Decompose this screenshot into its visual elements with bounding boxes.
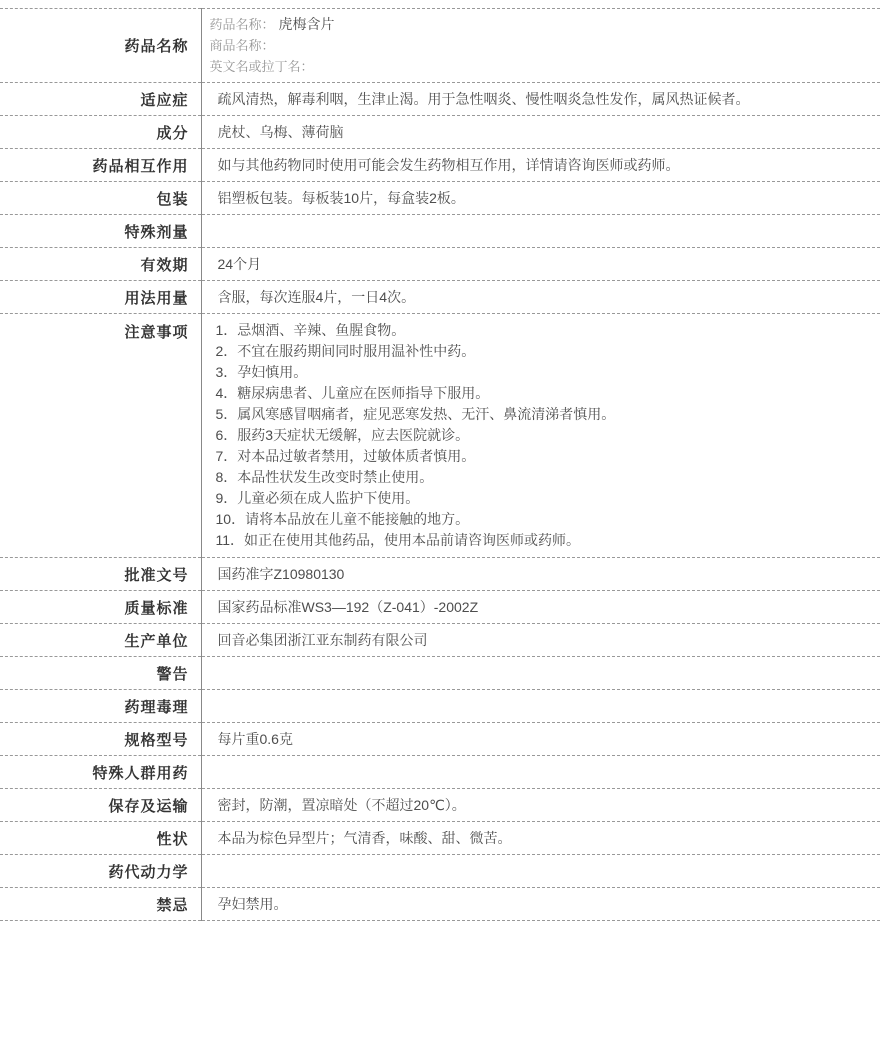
english-name-line [210,56,871,77]
row-label: 包装 [0,182,201,215]
table-row-special-populations [0,756,880,789]
table-row-appearance [0,822,880,855]
table-row-quality-standard [0,591,880,624]
row-content: 本品为棕色异型片；气清香，味酸、甜、微苦。 [201,822,880,855]
row-content: 铝塑板包装。每板装10片，每盒装2板。 [201,182,880,215]
table-row-shelf-life [0,248,880,281]
table-row-packaging [0,182,880,215]
table-row-ingredients [0,116,880,149]
row-label: 警告 [0,657,201,690]
row-content: 疏风清热，解毒利咽，生津止渴。用于急性咽炎、慢性咽炎急性发作，属风热证候者。 [201,83,880,116]
precaution-item: 10．请将本品放在儿童不能接触的地方。 [215,511,470,527]
field-value: 虎梅含片 [278,16,335,32]
row-content [201,690,880,723]
row-label: 保存及运输 [0,789,201,822]
precaution-item: 5．属风寒感冒咽痛者，症见恶寒发热、无汗、鼻流清涕者慎用。 [215,406,616,422]
row-label: 药品名称 [0,9,201,83]
precaution-item: 3．孕妇慎用。 [215,364,308,380]
field-label: 商品名称： [209,38,275,53]
row-label: 批准文号 [0,558,201,591]
table-row-dosage [0,281,880,314]
row-content: 24个月 [201,248,880,281]
precaution-item: 11．如正在使用其他药品，使用本品前请咨询医师或药师。 [215,532,581,548]
row-label: 规格型号 [0,723,201,756]
row-content: 密封，防潮，置凉暗处（不超过20℃）。 [201,789,880,822]
row-label: 特殊剂量 [0,215,201,248]
row-label: 成分 [0,116,201,149]
row-content: 回音必集团浙江亚东制药有限公司 [201,624,880,657]
table-row-precautions [0,314,880,558]
table-row-pharmacokinetics [0,855,880,888]
precaution-item: 9．儿童必须在成人监护下使用。 [215,490,420,506]
table-row-storage [0,789,880,822]
row-label: 注意事项 [0,314,201,558]
precaution-item: 6．服药3天症状无缓解，应去医院就诊。 [215,427,470,443]
row-label: 药理毒理 [0,690,201,723]
precaution-item: 7．对本品过敏者禁用，过敏体质者慎用。 [215,448,476,464]
table-row-pharmacology [0,690,880,723]
table-row-special-dosage [0,215,880,248]
row-content [201,855,880,888]
row-label: 有效期 [0,248,201,281]
row-label: 用法用量 [0,281,201,314]
table-row-drug-name [0,9,880,83]
precaution-item: 8．本品性状发生改变时禁止使用。 [215,469,434,485]
row-content: 如与其他药物同时使用可能会发生药物相互作用，详情请咨询医师或药师。 [201,149,880,182]
row-label: 生产单位 [0,624,201,657]
drug-name-line [210,14,871,35]
row-label: 性状 [0,822,201,855]
row-content: 国药准字Z10980130 [201,558,880,591]
table-row-indications [0,83,880,116]
row-label: 禁忌 [0,888,201,921]
row-label: 适应症 [0,83,201,116]
row-content: 虎杖、乌梅、薄荷脑 [201,116,880,149]
drug-info-table [0,8,880,921]
row-content [201,657,880,690]
table-row-specification [0,723,880,756]
precaution-item: 4．糖尿病患者、儿童应在医师指导下服用。 [215,385,490,401]
table-row-warning [0,657,880,690]
trade-name-line [210,35,871,56]
row-content [201,215,880,248]
table-row-manufacturer [0,624,880,657]
row-label: 质量标准 [0,591,201,624]
row-label: 特殊人群用药 [0,756,201,789]
table-row-contraindications [0,888,880,921]
row-content-drug-name [201,9,880,83]
table-row-interactions [0,149,880,182]
row-content: 国家药品标准WS3—192（Z-041）-2002Z [201,591,880,624]
row-content-precautions [201,314,880,558]
row-label: 药代动力学 [0,855,201,888]
row-content: 含服，每次连服4片，一日4次。 [201,281,880,314]
precaution-item: 1．忌烟酒、辛辣、鱼腥食物。 [215,322,406,338]
table-row-approval-number [0,558,880,591]
row-label: 药品相互作用 [0,149,201,182]
field-label: 药品名称： [209,17,275,32]
row-content: 每片重0.6克 [201,723,880,756]
row-content [201,756,880,789]
row-content: 孕妇禁用。 [201,888,880,921]
field-label: 英文名或拉丁名： [209,59,314,74]
precaution-item: 2．不宜在服药期间同时服用温补性中药。 [215,343,476,359]
